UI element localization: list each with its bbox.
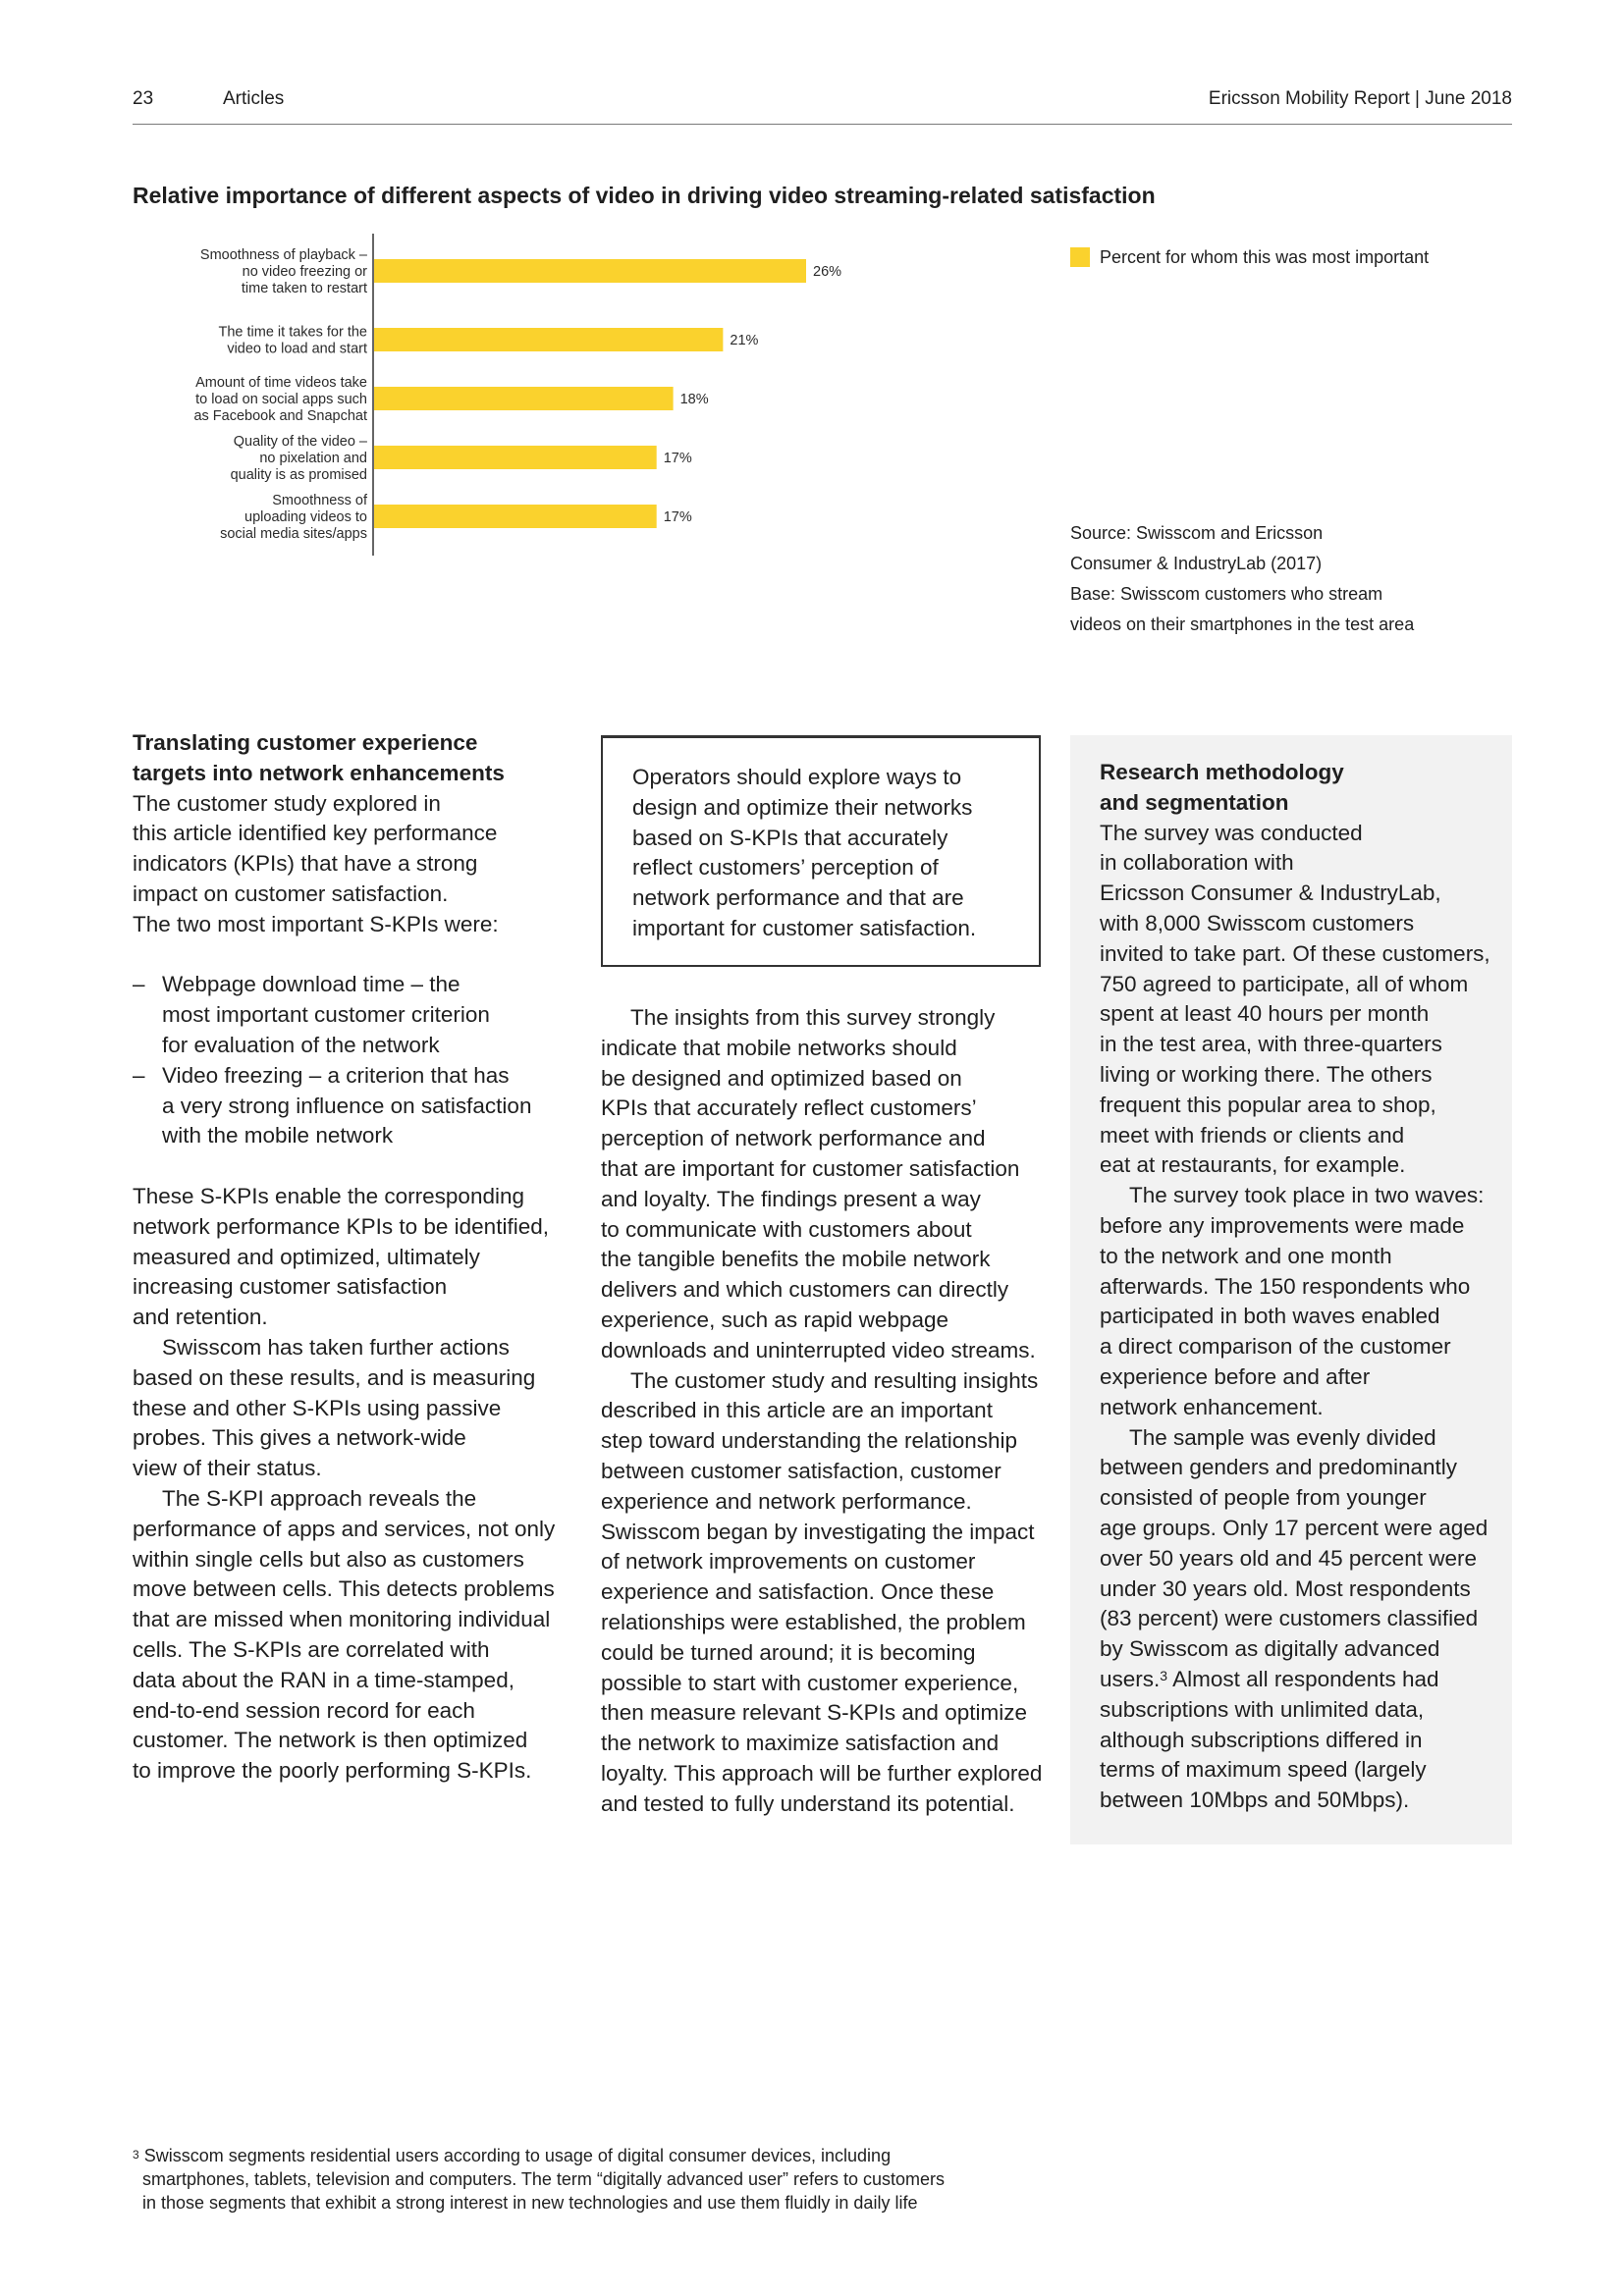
footnote-line: smartphones, tablets, television and computers. The term “digitally advanced user” refers to customers — [142, 2169, 946, 2189]
chart-source — [1070, 518, 1414, 640]
bar — [374, 259, 806, 283]
kpi-list — [133, 970, 565, 1151]
paragraph: The customer study explored in this article identified key performance indicators (KPIs) that have a strong impact on customer satisfaction. The two most important S-KPIs were: — [133, 790, 499, 936]
bar-value-label: 18% — [679, 392, 709, 407]
category-label: to load on social apps such — [195, 392, 367, 407]
category-label: as Facebook and Snapchat — [193, 407, 367, 424]
source-line: Base: Swisscom customers who stream — [1070, 584, 1383, 604]
footnote-line: in those segments that exhibit a strong interest in new technologies and use them fluidly in daily life — [142, 2193, 918, 2213]
list-item: – Webpage download time – the most important customer criterion for evaluation of the network — [133, 970, 565, 1060]
article-column-1 — [133, 728, 565, 1787]
category-label: The time it takes for the — [218, 324, 367, 341]
category-label: Smoothness of playback – — [199, 247, 367, 264]
category-label: Amount of time videos take — [195, 375, 367, 392]
footnote-line: $^3$ Swisscom segments residential users according to usage of digital consumer devices, including — [133, 2146, 892, 2165]
paragraph: The S-KPI approach reveals the performance of apps and services, not only within single cells but also as customers move between cells. This detects problems that are missed when monitoring individual cells. The S-KPIs are correlated with data about the RAN in a time-stamped, end-to-end session record for each customer. The network is then optimized to improve the poorly performing S-KPIs. — [133, 1485, 556, 1784]
bar — [374, 446, 657, 469]
article-column-3 — [1100, 758, 1492, 1816]
bar-value-label: 21% — [730, 333, 759, 348]
section-heading: Research methodology and segmentation — [1100, 760, 1344, 815]
publication-title: Ericsson Mobility Report | June 2018 — [1208, 88, 1512, 109]
bar — [374, 328, 723, 351]
bar — [374, 387, 674, 410]
category-label: video to load and start — [227, 341, 367, 357]
bar — [374, 505, 657, 528]
category-label: quality is as promised — [230, 466, 367, 483]
page-number: 23 — [133, 88, 154, 109]
section-heading: Translating customer experience targets into network enhancements — [133, 730, 505, 785]
chart-title: Relative importance of different aspects of video in driving video streaming-related satisfaction — [133, 183, 1156, 208]
paragraph: Swisscom has taken further actions based on these results, and is measuring these and other S-KPIs using passive probes. This gives a network-wide view of their status. — [133, 1334, 536, 1481]
category-label: uploading videos to — [244, 509, 367, 525]
category-label: Smoothness of — [272, 493, 367, 509]
bar-value-label: 17% — [663, 451, 692, 466]
source-line: videos on their smartphones in the test area — [1070, 614, 1415, 634]
paragraph: The survey was conducted in collaboration with Ericsson Consumer & IndustryLab, with 8,000 Swisscom customers invited to take part. Of these customers, 750 agreed to participate, all of whom spent at least 40 hours per month in the test area, with three-quarters living or working there. The others frequent this popular area to shop, meet with friends or clients and eat at restaurants, for example. — [1100, 820, 1490, 1178]
category-label: no pixelation and — [259, 451, 367, 466]
category-label: no video freezing or — [242, 264, 367, 280]
source-line: Consumer & IndustryLab (2017) — [1070, 554, 1323, 573]
paragraph: The insights from this survey strongly indicate that mobile networks should be designed and optimized based on KPIs that accurately reflect customers’ perception of network performance and that are important for customer satisfaction and loyalty. The findings present a way to communicate with customers about the tangible benefits the mobile network delivers and which customers can directly experience, such as rapid webpage downloads and uninterrupted video streams. — [601, 1005, 1036, 1362]
article-column-2 — [601, 1003, 1048, 1820]
bar-chart — [128, 232, 1031, 667]
category-label: social media sites/apps — [220, 525, 367, 542]
category-label: time taken to restart — [241, 280, 367, 296]
footnote-ref[interactable]: 3 — [1160, 1667, 1168, 1683]
paragraph: The sample was evenly divided between genders and predominantly consisted of people from younger age groups. Only 17 percent were aged over 50 years old and 45 percent were under 30 years old. Most respondents (83 percent) were customers classified by Swisscom as digitally advanced users.$^3$ Almost all respondents had subscriptions with unlimited data, although subscriptions differed in terms of maximum speed (largely between 10Mbps and 50Mbps). — [1100, 1424, 1489, 1813]
chart-legend — [1070, 247, 1429, 268]
bar-value-label: 26% — [813, 264, 842, 280]
list-item: – Video freezing – a criterion that has a very strong influence on satisfaction with the mobile network — [133, 1061, 565, 1151]
paragraph: The customer study and resulting insights described in this article are an important step toward understanding the relationship between customer satisfaction, customer experience and network performance. Swisscom began by investigating the impact of network improvements on customer experience and satisfaction. Once these relationships were established, the problem could be turned around; it is becoming possible to start with customer experience, then measure relevant S-KPIs and optimize the network to maximize satisfaction and loyalty. This approach will be further explored and tested to fully understand its potential. — [601, 1367, 1043, 1816]
legend-label: Percent for whom this was most important — [1100, 247, 1430, 267]
page-header — [133, 86, 1512, 125]
paragraph: The survey took place in two waves: before any improvements were made to the network and one month afterwards. The 150 respondents who participated in both waves enabled a direct comparison of the customer experience before and after network enhancement. — [1100, 1183, 1485, 1419]
paragraph: These S-KPIs enable the corresponding network performance KPIs to be identified, measured and optimized, ultimately increasing customer satisfaction and retention. — [133, 1183, 549, 1330]
section-label: Articles — [223, 88, 285, 109]
category-label: Quality of the video – — [233, 434, 367, 451]
bar-value-label: 17% — [663, 509, 692, 525]
legend-swatch — [1070, 247, 1090, 267]
source-line: Source: Swisscom and Ericsson — [1070, 523, 1324, 543]
pull-quote: Operators should explore ways to design and optimize their networks based on S-KPIs that accurately reflect customers’ perception of network performance and that are important for customer satisfaction. — [601, 735, 1041, 967]
footnote — [133, 2144, 1114, 2215]
footnote-marker: 3 — [133, 2148, 139, 2162]
